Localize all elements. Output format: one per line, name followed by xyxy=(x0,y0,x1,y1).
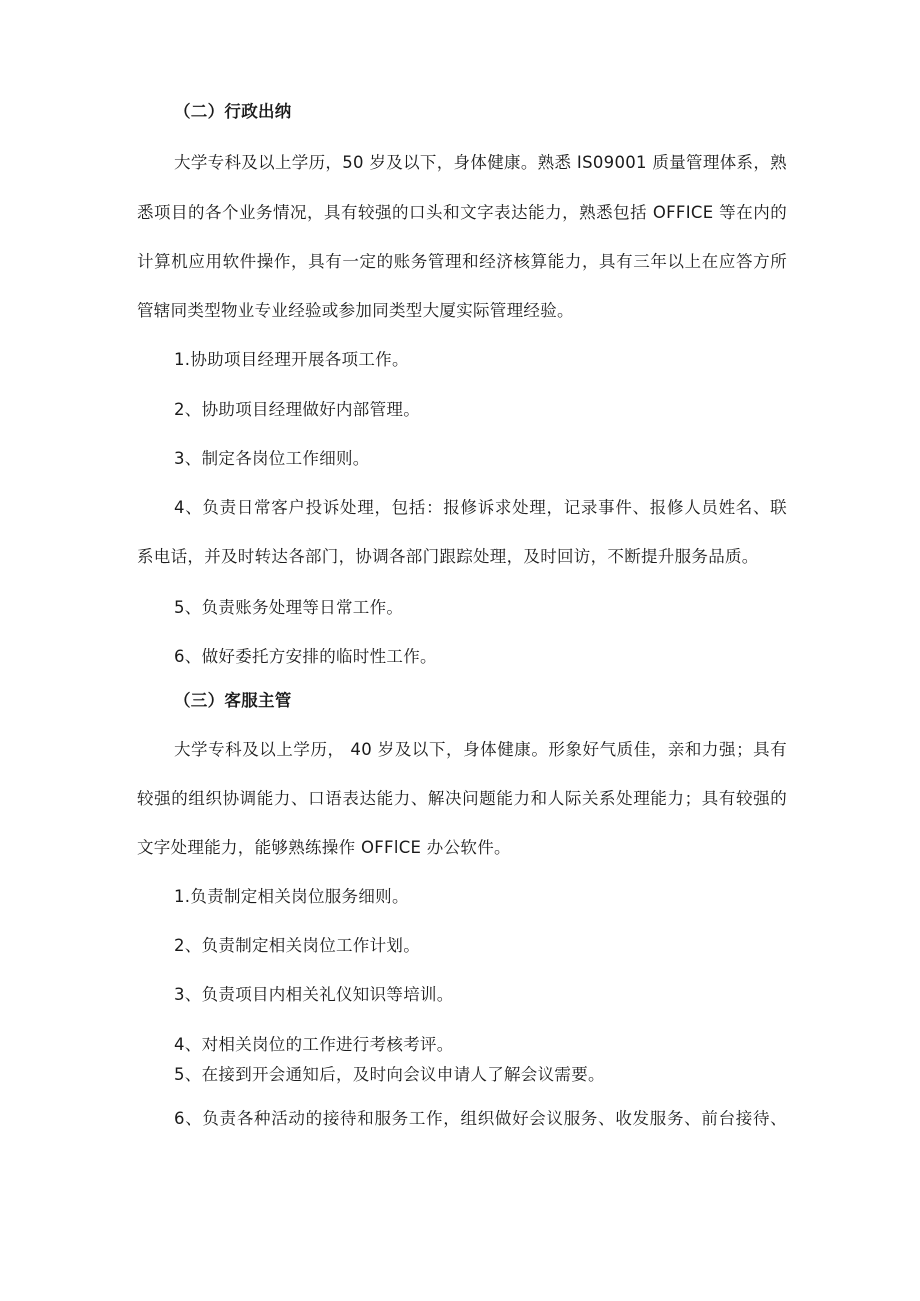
duty-item: 4、负责日常客户投诉处理，包括：报修诉求处理，记录事件、报修人员姓名、联 xyxy=(174,498,787,517)
duty-item: 1.协助项目经理开展各项工作。 xyxy=(174,350,409,369)
section-heading-admin-cashier: （二）行政出纳 xyxy=(174,102,292,121)
duty-item: 6、做好委托方安排的临时性工作。 xyxy=(174,647,437,666)
duty-item: 5、负责账务处理等日常工作。 xyxy=(174,598,404,617)
requirement-line: 大学专科及以上学历，50 岁及以下，身体健康。熟悉 IS09001 质量管理体系，熟 xyxy=(174,153,787,172)
duty-item: 1.负责制定相关岗位服务细则。 xyxy=(174,887,409,906)
duty-item: 3、负责项目内相关礼仪知识等培训。 xyxy=(174,985,454,1004)
requirement-line: 文字处理能力，能够熟练操作 OFFlCE 办公软件。 xyxy=(137,838,511,857)
requirement-line: 计算机应用软件操作，具有一定的账务管理和经济核算能力，具有三年以上在应答方所 xyxy=(137,252,787,271)
duty-item: 5、在接到开会通知后，及时向会议申请人了解会议需要。 xyxy=(174,1065,605,1084)
requirement-line: 悉项目的各个业务情况，具有较强的口头和文字表达能力，熟悉包括 OFFICE 等在内的 xyxy=(137,203,787,222)
section-heading-customer-service-supervisor: （三）客服主管 xyxy=(174,691,292,710)
requirement-line: 大学专科及以上学历， 40 岁及以下，身体健康。形象好气质佳，亲和力强；具有 xyxy=(174,740,787,759)
duty-item: 3、制定各岗位工作细则。 xyxy=(174,449,370,468)
requirement-line: 管辖同类型物业专业经验或参加同类型大厦实际管理经验。 xyxy=(137,301,574,320)
duty-item: 2、负责制定相关岗位工作计划。 xyxy=(174,936,420,955)
requirement-line: 较强的组织协调能力、口语表达能力、解决问题能力和人际关系处理能力；具有较强的 xyxy=(137,789,787,808)
duty-item-continuation: 系电话，并及时转达各部门，协调各部门跟踪处理，及时回访，不断提升服务品质。 xyxy=(137,547,759,566)
duty-item: 2、协助项目经理做好内部管理。 xyxy=(174,400,420,419)
duty-item: 4、对相关岗位的工作进行考核考评。 xyxy=(174,1035,454,1054)
duty-item: 6、负责各种活动的接待和服务工作，组织做好会议服务、收发服务、前台接待、 xyxy=(174,1109,787,1128)
